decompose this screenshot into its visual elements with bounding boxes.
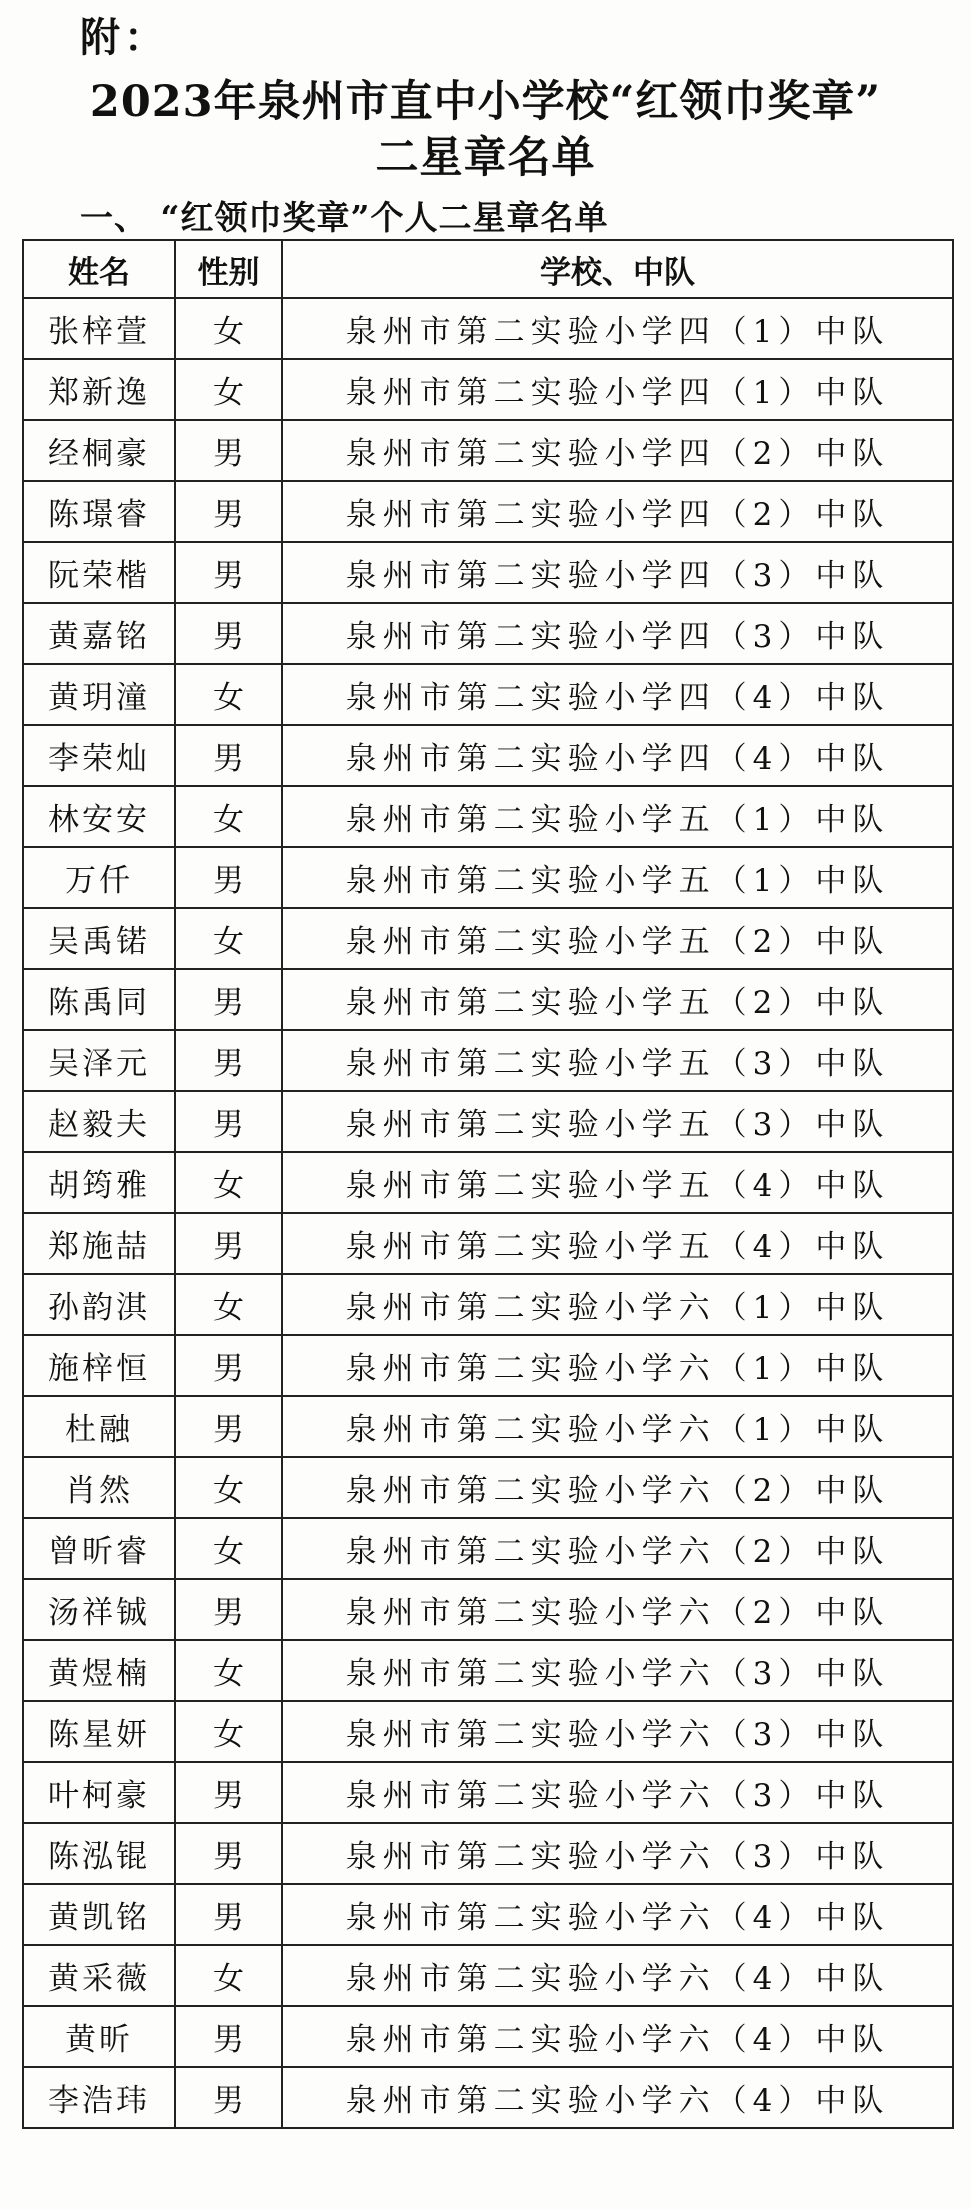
table-row [23,1701,953,1762]
table-row [23,298,953,359]
gender-cell: 女 [175,1945,282,2006]
student-name-cell: 胡筠雅 [23,1152,175,1213]
school-squad-cell: 泉州市第二实验小学六（2）中队 [282,1518,953,1579]
gender-cell: 男 [175,2067,282,2128]
school-squad-cell: 泉州市第二实验小学六（3）中队 [282,1762,953,1823]
table-row [23,1823,953,1884]
gender-cell: 男 [175,1335,282,1396]
student-name-cell: 黄昕 [23,2006,175,2067]
school-squad-cell: 泉州市第二实验小学五（1）中队 [282,847,953,908]
student-name-cell: 陈泓锟 [23,1823,175,1884]
student-name-cell: 林安安 [23,786,175,847]
student-name-cell: 孙韵淇 [23,1274,175,1335]
section-heading: 一、 “红领巾奖章”个人二星章名单 [80,198,609,237]
table-row [23,542,953,603]
school-squad-cell: 泉州市第二实验小学五（3）中队 [282,1091,953,1152]
student-name-cell: 黄玥潼 [23,664,175,725]
table-row [23,2067,953,2128]
school-squad-cell: 泉州市第二实验小学五（4）中队 [282,1213,953,1274]
student-name-cell: 黄采薇 [23,1945,175,2006]
student-name-cell: 汤祥铖 [23,1579,175,1640]
school-squad-cell: 泉州市第二实验小学六（4）中队 [282,1945,953,2006]
table-row [23,481,953,542]
school-squad-cell: 泉州市第二实验小学四（4）中队 [282,664,953,725]
student-name-cell: 施梓恒 [23,1335,175,1396]
gender-cell: 女 [175,664,282,725]
school-squad-cell: 泉州市第二实验小学六（3）中队 [282,1823,953,1884]
school-squad-cell: 泉州市第二实验小学六（1）中队 [282,1396,953,1457]
school-squad-cell: 泉州市第二实验小学四（2）中队 [282,420,953,481]
gender-cell: 男 [175,2006,282,2067]
table-row [23,1762,953,1823]
gender-cell: 女 [175,298,282,359]
table-row [23,1091,953,1152]
gender-cell: 女 [175,908,282,969]
student-name-cell: 李荣灿 [23,725,175,786]
column-header-school: 学校、中队 [282,240,953,298]
school-squad-cell: 泉州市第二实验小学五（4）中队 [282,1152,953,1213]
table-row [23,1518,953,1579]
table-row [23,603,953,664]
gender-cell: 男 [175,1396,282,1457]
gender-cell: 男 [175,1762,282,1823]
document-title: 2023年泉州市直中小学校“红领巾奖章” [89,77,882,127]
student-name-cell: 经桐豪 [23,420,175,481]
student-name-cell: 陈禹同 [23,969,175,1030]
gender-cell: 男 [175,847,282,908]
student-name-cell: 叶柯豪 [23,1762,175,1823]
student-name-cell: 万仟 [23,847,175,908]
table-row [23,1396,953,1457]
table-row [23,420,953,481]
table-row [23,1335,953,1396]
table-row [23,359,953,420]
school-squad-cell: 泉州市第二实验小学四（3）中队 [282,603,953,664]
table-body [23,298,953,2128]
student-name-cell: 黄煜楠 [23,1640,175,1701]
school-squad-cell: 泉州市第二实验小学六（4）中队 [282,2067,953,2128]
gender-cell: 男 [175,542,282,603]
student-name-cell: 肖然 [23,1457,175,1518]
school-squad-cell: 泉州市第二实验小学六（4）中队 [282,2006,953,2067]
gender-cell: 男 [175,725,282,786]
table-row [23,725,953,786]
table-row [23,1030,953,1091]
gender-cell: 男 [175,481,282,542]
gender-cell: 男 [175,420,282,481]
column-header-name: 姓名 [23,240,175,298]
student-name-cell: 黄嘉铭 [23,603,175,664]
gender-cell: 女 [175,786,282,847]
table-row [23,1274,953,1335]
student-name-cell: 陈星妍 [23,1701,175,1762]
table-row [23,908,953,969]
gender-cell: 男 [175,603,282,664]
student-name-cell: 李浩玮 [23,2067,175,2128]
school-squad-cell: 泉州市第二实验小学四（1）中队 [282,359,953,420]
school-squad-cell: 泉州市第二实验小学六（2）中队 [282,1457,953,1518]
school-squad-cell: 泉州市第二实验小学六（3）中队 [282,1640,953,1701]
table-row [23,1579,953,1640]
school-squad-cell: 泉州市第二实验小学四（1）中队 [282,298,953,359]
student-name-cell: 陈璟睿 [23,481,175,542]
table-header-row [23,240,953,298]
gender-cell: 男 [175,1030,282,1091]
table-row [23,2006,953,2067]
gender-cell: 男 [175,1884,282,1945]
student-name-cell: 郑施喆 [23,1213,175,1274]
school-squad-cell: 泉州市第二实验小学五（2）中队 [282,969,953,1030]
table-row [23,1884,953,1945]
table-row [23,1152,953,1213]
attachment-label: 附： [80,14,168,61]
student-name-cell: 阮荣楷 [23,542,175,603]
gender-cell: 男 [175,1823,282,1884]
school-squad-cell: 泉州市第二实验小学六（1）中队 [282,1335,953,1396]
table-row [23,1457,953,1518]
school-squad-cell: 泉州市第二实验小学六（1）中队 [282,1274,953,1335]
table-row [23,786,953,847]
gender-cell: 男 [175,969,282,1030]
gender-cell: 女 [175,1274,282,1335]
table-row [23,1213,953,1274]
student-name-cell: 曾昕睿 [23,1518,175,1579]
table-row [23,969,953,1030]
student-name-cell: 吴泽元 [23,1030,175,1091]
school-squad-cell: 泉州市第二实验小学五（3）中队 [282,1030,953,1091]
gender-cell: 女 [175,1518,282,1579]
gender-cell: 女 [175,1152,282,1213]
student-name-cell: 张梓萱 [23,298,175,359]
gender-cell: 男 [175,1579,282,1640]
school-squad-cell: 泉州市第二实验小学六（3）中队 [282,1701,953,1762]
award-list-table [22,239,954,2129]
gender-cell: 女 [175,359,282,420]
table-row [23,847,953,908]
column-header-gender: 性别 [175,240,282,298]
gender-cell: 女 [175,1640,282,1701]
school-squad-cell: 泉州市第二实验小学六（2）中队 [282,1579,953,1640]
student-name-cell: 杜融 [23,1396,175,1457]
student-name-cell: 吴禹锘 [23,908,175,969]
school-squad-cell: 泉州市第二实验小学五（2）中队 [282,908,953,969]
table-row [23,664,953,725]
student-name-cell: 郑新逸 [23,359,175,420]
student-name-cell: 赵毅夫 [23,1091,175,1152]
school-squad-cell: 泉州市第二实验小学五（1）中队 [282,786,953,847]
school-squad-cell: 泉州市第二实验小学四（2）中队 [282,481,953,542]
gender-cell: 男 [175,1091,282,1152]
gender-cell: 女 [175,1701,282,1762]
school-squad-cell: 泉州市第二实验小学六（4）中队 [282,1884,953,1945]
student-name-cell: 黄凯铭 [23,1884,175,1945]
table-row [23,1945,953,2006]
gender-cell: 女 [175,1457,282,1518]
table-row [23,1640,953,1701]
school-squad-cell: 泉州市第二实验小学四（3）中队 [282,542,953,603]
gender-cell: 男 [175,1213,282,1274]
document-subtitle: 二星章名单 [375,133,596,183]
school-squad-cell: 泉州市第二实验小学四（4）中队 [282,725,953,786]
